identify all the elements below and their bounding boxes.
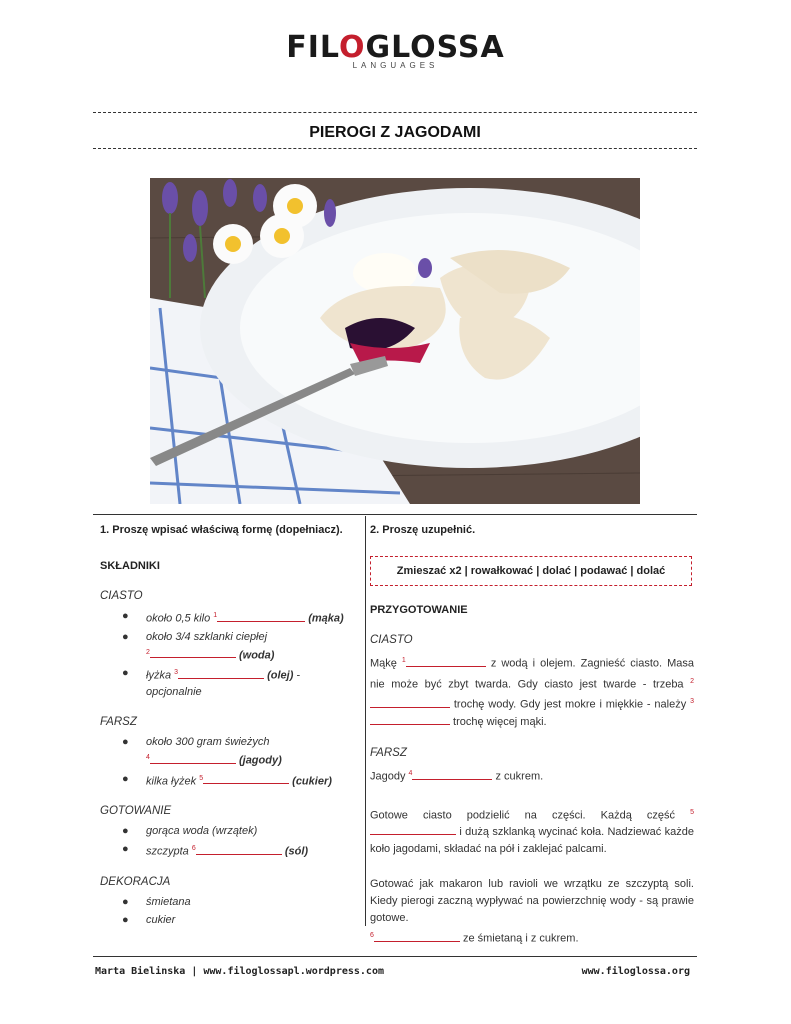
- website-link[interactable]: www.filoglossa.org: [581, 966, 690, 977]
- cooking-heading: GOTOWANIE: [100, 805, 172, 818]
- preparation-heading: PRZYGOTOWANIE: [370, 604, 468, 616]
- list-item: ● około 3/4 szklanki ciepłej $^2$ (woda): [122, 630, 275, 662]
- word-bank: Zmieszać x2 | rowałkować | dolać | podawać | dolać: [370, 556, 692, 586]
- answer-blank-4[interactable]: [150, 754, 236, 764]
- answer-blank-3[interactable]: [370, 715, 450, 725]
- cooking-paragraph: Gotować jak makaron lub ravioli we wrzątku ze szczyptą soli. Kiedy pierogi zaczną wypływać na powierzchnię wody - są prawie gotowe.: [370, 878, 694, 925]
- dough-heading: CIASTO: [100, 590, 143, 602]
- exercise-2-instruction: 2. Proszę uzupełnić.: [370, 524, 476, 536]
- bullet-icon: ●: [122, 610, 129, 622]
- shaping-paragraph: Gotowe ciasto podzielić na części. Każdą część $^5$ i dużą szklanką wycinać koła. Nadziewać każde koło jagodami, składać na pół i zaklejać palcami.: [370, 808, 694, 856]
- dough-heading: CIASTO: [370, 634, 413, 646]
- decoration-heading: DEKORACJA: [100, 875, 171, 888]
- answer-blank-3[interactable]: [178, 669, 264, 679]
- filoglossa-logo: [0, 30, 791, 70]
- answer-blank-4[interactable]: [412, 770, 492, 780]
- bullet-icon: ●: [122, 630, 129, 643]
- list-item: ● około 0,5 kilo $^1$ (mąka): [122, 610, 344, 625]
- list-item: ● szczypta $^6$ (sól): [122, 843, 309, 858]
- list-item: ● około 300 gram świeżych $^4$ (jagody): [122, 735, 282, 767]
- worksheet-top-rule: [93, 514, 697, 515]
- list-item: ● gorąca woda (wrzątek): [122, 825, 258, 838]
- serving-line: $^6$ ze śmietaną i z cukrem.: [370, 932, 579, 945]
- pierogi-photo: [150, 178, 640, 504]
- decoration-list: [122, 894, 358, 928]
- bullet-icon: ●: [122, 843, 129, 856]
- exercise-1-instruction: 1. Proszę wpisać właściwą formę (dopełniacz).: [100, 524, 343, 536]
- column-divider: [365, 516, 366, 926]
- dough-paragraph: Mąkę $^1$ z wodą i olejem. Zagnieść ciasto. Masa nie może być zbyt twarda. Gdy ciasto jest twarde - trzeba $^2$ trochę wody. Gdy jest mokre i miękkie - należy $^3$ trochę więcej mąki.: [370, 657, 694, 728]
- title-bottom-divider: [93, 148, 697, 149]
- cooking-list: [122, 823, 358, 860]
- logo-subtitle: LANGUAGES: [352, 61, 439, 70]
- footer-rule: [93, 956, 697, 957]
- answer-blank-6[interactable]: [374, 932, 460, 942]
- ingredients-heading: SKŁADNIKI: [100, 560, 160, 572]
- list-item: ● kilka łyżek $^5$ (cukier): [122, 772, 332, 788]
- logo-wordmark: FILOGLOSSA: [286, 30, 505, 65]
- bullet-icon: ●: [122, 735, 129, 748]
- exercise-2-column: [370, 522, 694, 948]
- page-title: PIEROGI Z JAGODAMI: [309, 124, 481, 141]
- answer-blank-2[interactable]: [150, 648, 236, 658]
- filling-heading: FARSZ: [100, 715, 137, 728]
- author-credit: Marta Bielinska | www.filoglossapl.wordpress.com: [95, 966, 384, 977]
- list-item: ● śmietana: [122, 895, 191, 908]
- bullet-icon: ●: [122, 895, 129, 908]
- title-top-divider: [93, 112, 697, 113]
- bullet-icon: ●: [122, 913, 129, 926]
- bullet-icon: ●: [122, 667, 129, 680]
- bullet-icon: ●: [122, 772, 129, 785]
- filling-heading: FARSZ: [370, 746, 407, 759]
- answer-blank-1[interactable]: [406, 657, 486, 667]
- list-item: ● cukier: [122, 913, 176, 926]
- answer-blank-1[interactable]: [217, 612, 305, 622]
- answer-blank-6[interactable]: [196, 845, 282, 855]
- bullet-icon: ●: [122, 825, 129, 838]
- exercise-1-column: [100, 522, 358, 930]
- answer-blank-5[interactable]: [370, 825, 456, 835]
- filling-list: [122, 734, 358, 789]
- answer-blank-2[interactable]: [370, 698, 450, 708]
- dough-list: [122, 608, 358, 700]
- answer-blank-5[interactable]: [203, 774, 289, 784]
- filling-paragraph: Jagody $^4$ z cukrem.: [370, 769, 544, 783]
- list-item: ● łyżka $^3$ (olej) - opcjonalnie: [122, 667, 301, 698]
